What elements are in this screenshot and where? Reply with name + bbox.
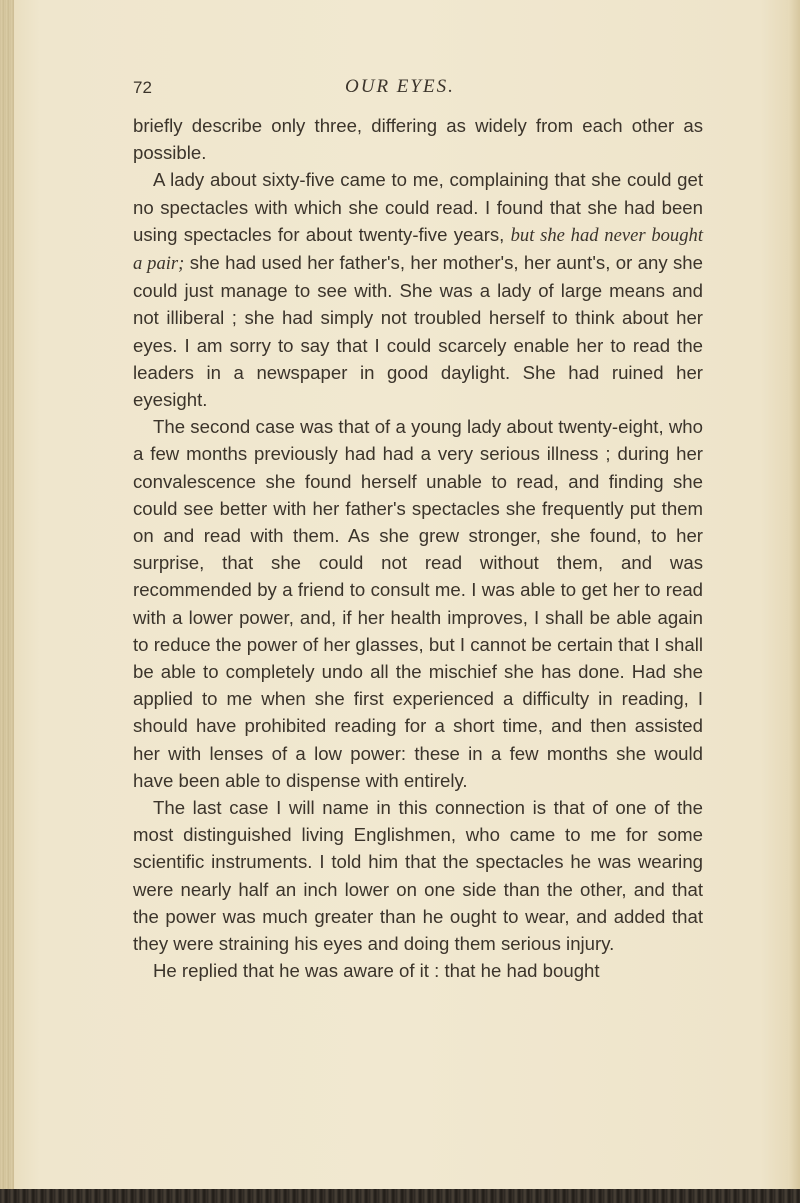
page-binding-edge	[0, 0, 14, 1203]
paragraph-third-case: The last case I will name in this connection is that of one of the most distinguished living Englishmen, who came to me for some scientific instruments. I told him that the spectacles he was wearing were nearly half an inch lower on one side than the other, and that the power was much greater than he ought to wear, and added that they were straining his eyes and doing them serious injury.	[133, 797, 703, 955]
paragraph-reply: He replied that he was aware of it : that he had bought	[153, 960, 600, 982]
paragraph-continued: briefly describe only three, differing as widely from each other as possible.	[133, 115, 703, 164]
body-text	[133, 112, 703, 985]
page-header	[133, 78, 703, 104]
page-number: 72	[133, 78, 152, 97]
paragraph-text: she had used her father's, her mother's, her aunt's, or any she could just manage to see with. She was a lady of large means and not illiberal ; she had simply not troubled herself to think about her eyes. I am sorry to say that I could scarcely enable her to read the leaders in a newspaper in good daylight. She had ruined her eyesight.	[133, 252, 703, 411]
emphasis-text: but she had never bought a pair;	[133, 224, 703, 275]
page-bottom-edge	[0, 1189, 800, 1203]
paragraph-text: A lady about sixty-five came to me, complaining that she could get no spectacles with which she could read. I found that she had been using spectacles for about twenty-five years,	[133, 169, 703, 245]
paragraph-second-case: The second case was that of a young lady about twenty-eight, who a few months previously had had a very serious illness ; during her convalescence she found herself unable to read, and finding she could see better with her father's spectacles she frequently put them on and read with them. As she grew stronger, she found, to her surprise, that she could not read without them, and was recommended by a friend to consult me. I was able to get her to read with a lower power, and, if her health improves, I shall be able again to reduce the power of her glasses, but I cannot be certain that I shall be able to completely undo all the mischief she has done. Had she applied to me when she first experienced a difficulty in reading, I should have prohibited reading for a short time, and then assisted her with lenses of a low power: these in a few months she would have been able to dispense with entirely.	[133, 416, 703, 791]
paragraph-first-case	[133, 166, 703, 413]
page-right-edge	[788, 0, 800, 1203]
running-head: OUR EYES.	[345, 76, 455, 97]
